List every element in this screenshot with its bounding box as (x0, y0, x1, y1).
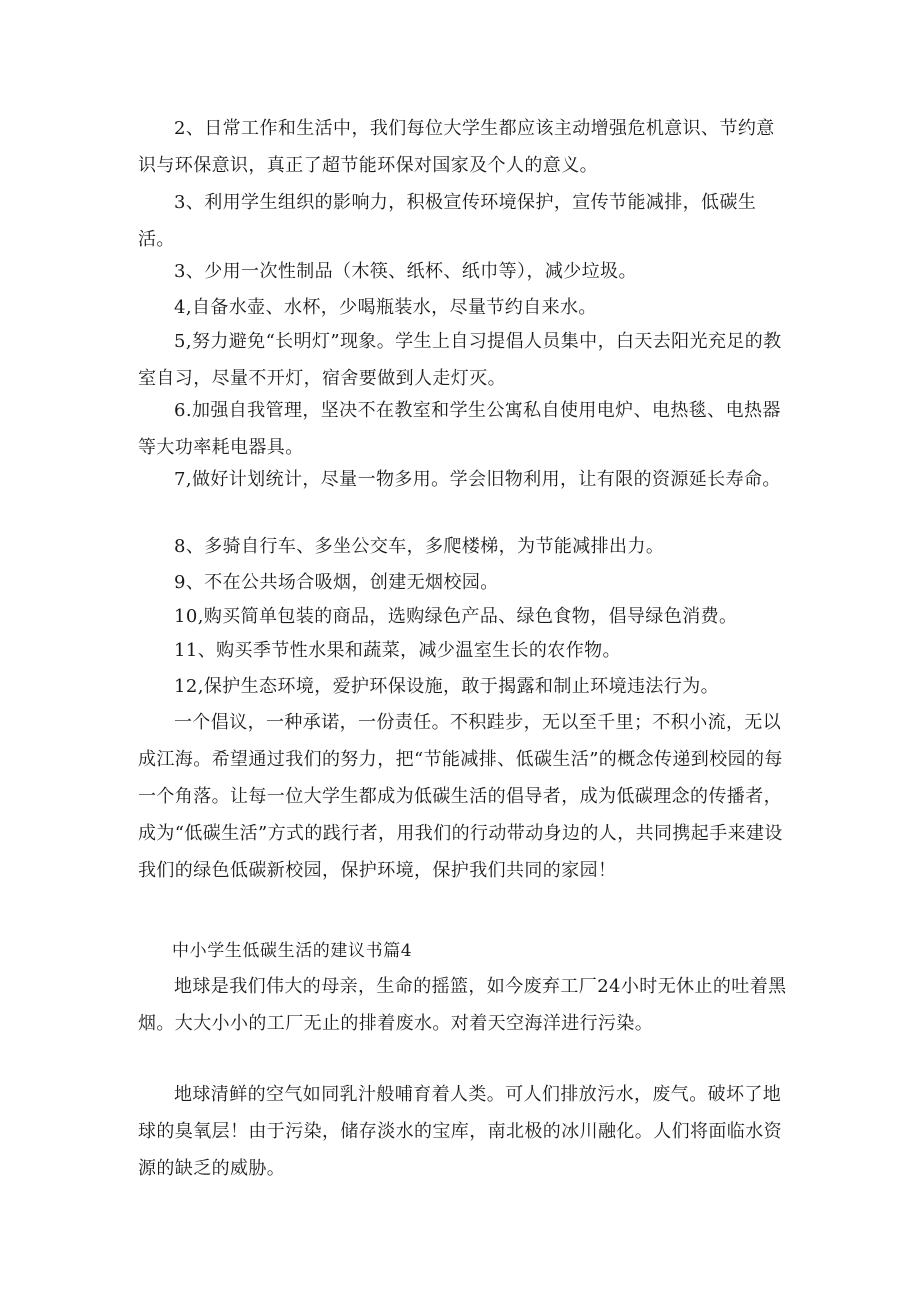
item-10-green-consumption: 10,购买简单包装的商品，选购绿色产品、绿色食物，倡导绿色消费。 (174, 606, 738, 627)
section-paragraph-1: 地球是我们伟大的母亲，生命的摇篮，如今废弃工厂24小时无休止的吐着黑烟。大大小小的工厂无止的排着废水。对着天空海洋进行污染。 (138, 976, 787, 1034)
item-8-transport: 8、多骑自行车、多坐公交车，多爬楼梯，为节能减排出力。 (174, 536, 665, 557)
item-3-disposables: 3、少用一次性制品（木筷、纸杯、纸巾等），减少垃圾。 (174, 261, 637, 282)
item-5-lights: 5,努力避免“长明灯”现象。学生上自习提倡人员集中，白天去阳光充足的教室自习，尽量不开灯，宿舍要做到人走灯灭。 (138, 331, 782, 389)
item-2-awareness: 2、日常工作和生活中，我们每位大学生都应该主动增强危机意识、节约意识与环保意识，真正了超节能环保对国家及个人的意义。 (138, 118, 775, 176)
item-7-planning: 7,做好计划统计，尽量一物多用。学会旧物利用，让有限的资源延长寿命。 (174, 469, 781, 490)
section-paragraph-2: 地球清鲜的空气如同乳汁般哺育着人类。可人们排放污水，废气。破坏了地球的臭氧层！由于污染，储存淡水的宝库，南北极的冰川融化。人们将面临水资源的缺乏的威胁。 (138, 1084, 782, 1179)
item-4-water: 4,自备水壶、水杯，少喝瓶装水，尽量节约自来水。 (174, 297, 597, 318)
item-3-student-org: 3、利用学生组织的影响力，积极宣传环境保护，宣传节能减排，低碳生活。 (138, 192, 757, 250)
item-12-ecology: 12,保护生态环境，爱护环保设施，敢于揭露和制止环境违法行为。 (174, 676, 720, 697)
item-6-self-management: 6.加强自我管理，坚决不在教室和学生公寓私自使用电炉、电热毯、电热器等大功率耗电器具。 (138, 400, 781, 458)
closing-paragraph: 一个倡议，一种承诺，一份责任。不积跬步，无以至千里；不积小流，无以成江海。希望通过我们的努力，把“节能减排、低碳生活”的概念传递到校园的每一个角落。让每一位大学生都成为低碳生活的倡导者，成为低碳理念的传播者，成为“低碳生活”方式的践行者，用我们的行动带动身边的人，共同携起手来建设我们的绿色低碳新校园，保护环境，保护我们共同的家园！ (138, 712, 783, 881)
item-9-no-smoking: 9、不在公共场合吸烟，创建无烟校园。 (174, 572, 499, 593)
section-heading: 中小学生低碳生活的建议书篇4 (172, 941, 413, 961)
item-11-seasonal-food: 11、购买季节性水果和蔬菜，减少温室生长的农作物。 (174, 640, 621, 661)
